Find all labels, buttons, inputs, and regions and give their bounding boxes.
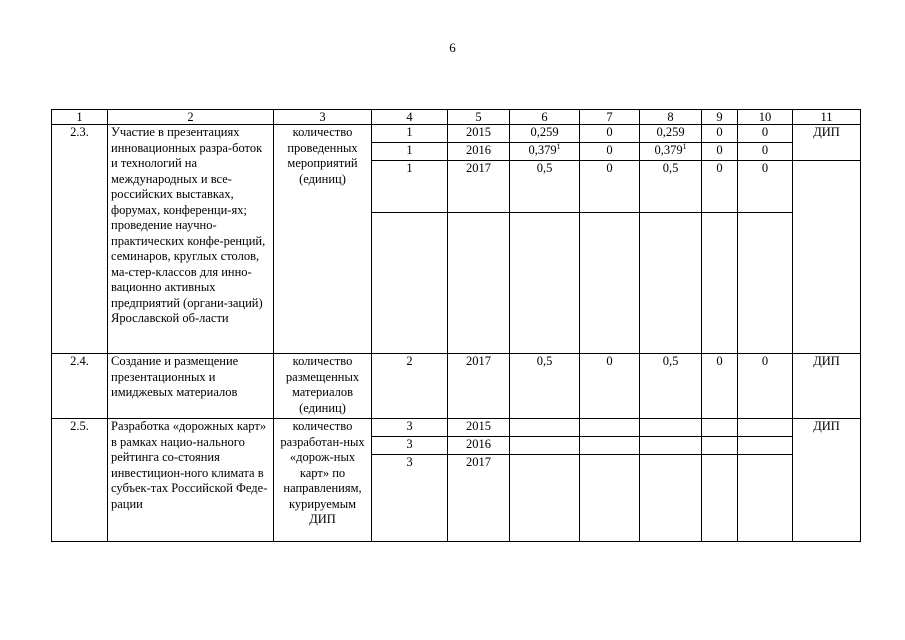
cell-col7: 0 <box>580 161 640 213</box>
empty-cell <box>640 419 702 437</box>
value-text: 0,379 <box>654 143 683 157</box>
indicator-cell: количество размещенных материалов (единиц) <box>274 354 372 419</box>
cell-col4: 3 <box>372 455 448 542</box>
activity-cell: Разработка «дорожных карт» в рамках нацио-нального рейтинга со-стояния инвестицион-ного климата в субъек-тах Российской Феде-рации <box>108 419 274 542</box>
activity-cell: Участие в презентациях инновационных разра-боток и технологий на международных и все-российских выставках, форумах, конференци-ях; проведение научно-практических конфе-ренций, семинаров, круглых столов, ма-стер-классов для инно-вационно активных предприятий (органи-заций) Ярославской об-ласти <box>108 125 274 354</box>
empty-cell <box>510 419 580 437</box>
row-number: 2.5. <box>52 419 108 542</box>
page-number: 6 <box>449 40 456 55</box>
empty-cell <box>702 455 738 542</box>
empty-cell <box>510 455 580 542</box>
cell-col7: 0 <box>580 125 640 143</box>
executor-cell: ДИП <box>793 125 861 161</box>
empty-cell <box>510 213 580 354</box>
footnote-mark: 1 <box>682 141 687 151</box>
empty-cell <box>580 419 640 437</box>
table-row <box>52 125 861 143</box>
year-cell: 2015 <box>448 419 510 437</box>
cell-col8 <box>640 143 702 161</box>
cell-col10: 0 <box>738 143 793 161</box>
empty-cell <box>640 437 702 455</box>
empty-cell <box>640 455 702 542</box>
executor-cell: ДИП <box>793 419 861 542</box>
cell-col4: 2 <box>372 354 448 419</box>
header-cell: 8 <box>640 110 702 125</box>
value-text: 0,379 <box>528 143 557 157</box>
year-cell: 2017 <box>448 455 510 542</box>
cell-col9: 0 <box>702 125 738 143</box>
cell-col9: 0 <box>702 161 738 213</box>
header-cell: 10 <box>738 110 793 125</box>
executor-cell: ДИП <box>793 354 861 419</box>
row-number: 2.4. <box>52 354 108 419</box>
empty-cell <box>640 213 702 354</box>
cell-col6 <box>510 143 580 161</box>
activity-cell: Создание и размещение презентационных и имиджевых материалов <box>108 354 274 419</box>
header-cell: 3 <box>274 110 372 125</box>
year-cell: 2017 <box>448 354 510 419</box>
cell-col6: 0,5 <box>510 161 580 213</box>
empty-cell <box>793 161 861 354</box>
header-cell: 5 <box>448 110 510 125</box>
cell-col7: 0 <box>580 354 640 419</box>
cell-col10: 0 <box>738 125 793 143</box>
year-cell: 2017 <box>448 161 510 213</box>
cell-col9: 0 <box>702 354 738 419</box>
empty-cell <box>448 213 510 354</box>
header-cell: 11 <box>793 110 861 125</box>
cell-col8: 0,5 <box>640 161 702 213</box>
cell-col6: 0,259 <box>510 125 580 143</box>
table-header-row <box>52 110 861 125</box>
header-cell: 1 <box>52 110 108 125</box>
empty-cell <box>702 213 738 354</box>
header-cell: 9 <box>702 110 738 125</box>
empty-cell <box>580 213 640 354</box>
year-cell: 2015 <box>448 125 510 143</box>
cell-col8: 0,259 <box>640 125 702 143</box>
cell-col10: 0 <box>738 161 793 213</box>
data-table <box>51 109 861 542</box>
empty-cell <box>510 437 580 455</box>
cell-col10: 0 <box>738 354 793 419</box>
header-cell: 6 <box>510 110 580 125</box>
table-row <box>52 419 861 437</box>
empty-cell <box>702 419 738 437</box>
cell-col6: 0,5 <box>510 354 580 419</box>
cell-col4: 1 <box>372 161 448 213</box>
row-number: 2.3. <box>52 125 108 354</box>
header-cell: 7 <box>580 110 640 125</box>
empty-cell <box>702 437 738 455</box>
footnote-mark: 1 <box>556 141 561 151</box>
table-row <box>52 354 861 419</box>
empty-cell <box>738 455 793 542</box>
cell-col9: 0 <box>702 143 738 161</box>
empty-cell <box>738 213 793 354</box>
cell-col4: 3 <box>372 419 448 437</box>
cell-col4: 3 <box>372 437 448 455</box>
cell-col4: 1 <box>372 143 448 161</box>
header-cell: 4 <box>372 110 448 125</box>
year-cell: 2016 <box>448 437 510 455</box>
header-cell: 2 <box>108 110 274 125</box>
cell-col4: 1 <box>372 125 448 143</box>
year-cell: 2016 <box>448 143 510 161</box>
indicator-cell: количество разработан-ных «дорож-ных карт» по направлениям, курируемым ДИП <box>274 419 372 542</box>
cell-col7: 0 <box>580 143 640 161</box>
empty-cell <box>738 437 793 455</box>
empty-cell <box>738 419 793 437</box>
empty-cell <box>372 213 448 354</box>
empty-cell <box>580 455 640 542</box>
cell-col8: 0,5 <box>640 354 702 419</box>
empty-cell <box>580 437 640 455</box>
indicator-cell: количество проведенных мероприятий (единиц) <box>274 125 372 354</box>
